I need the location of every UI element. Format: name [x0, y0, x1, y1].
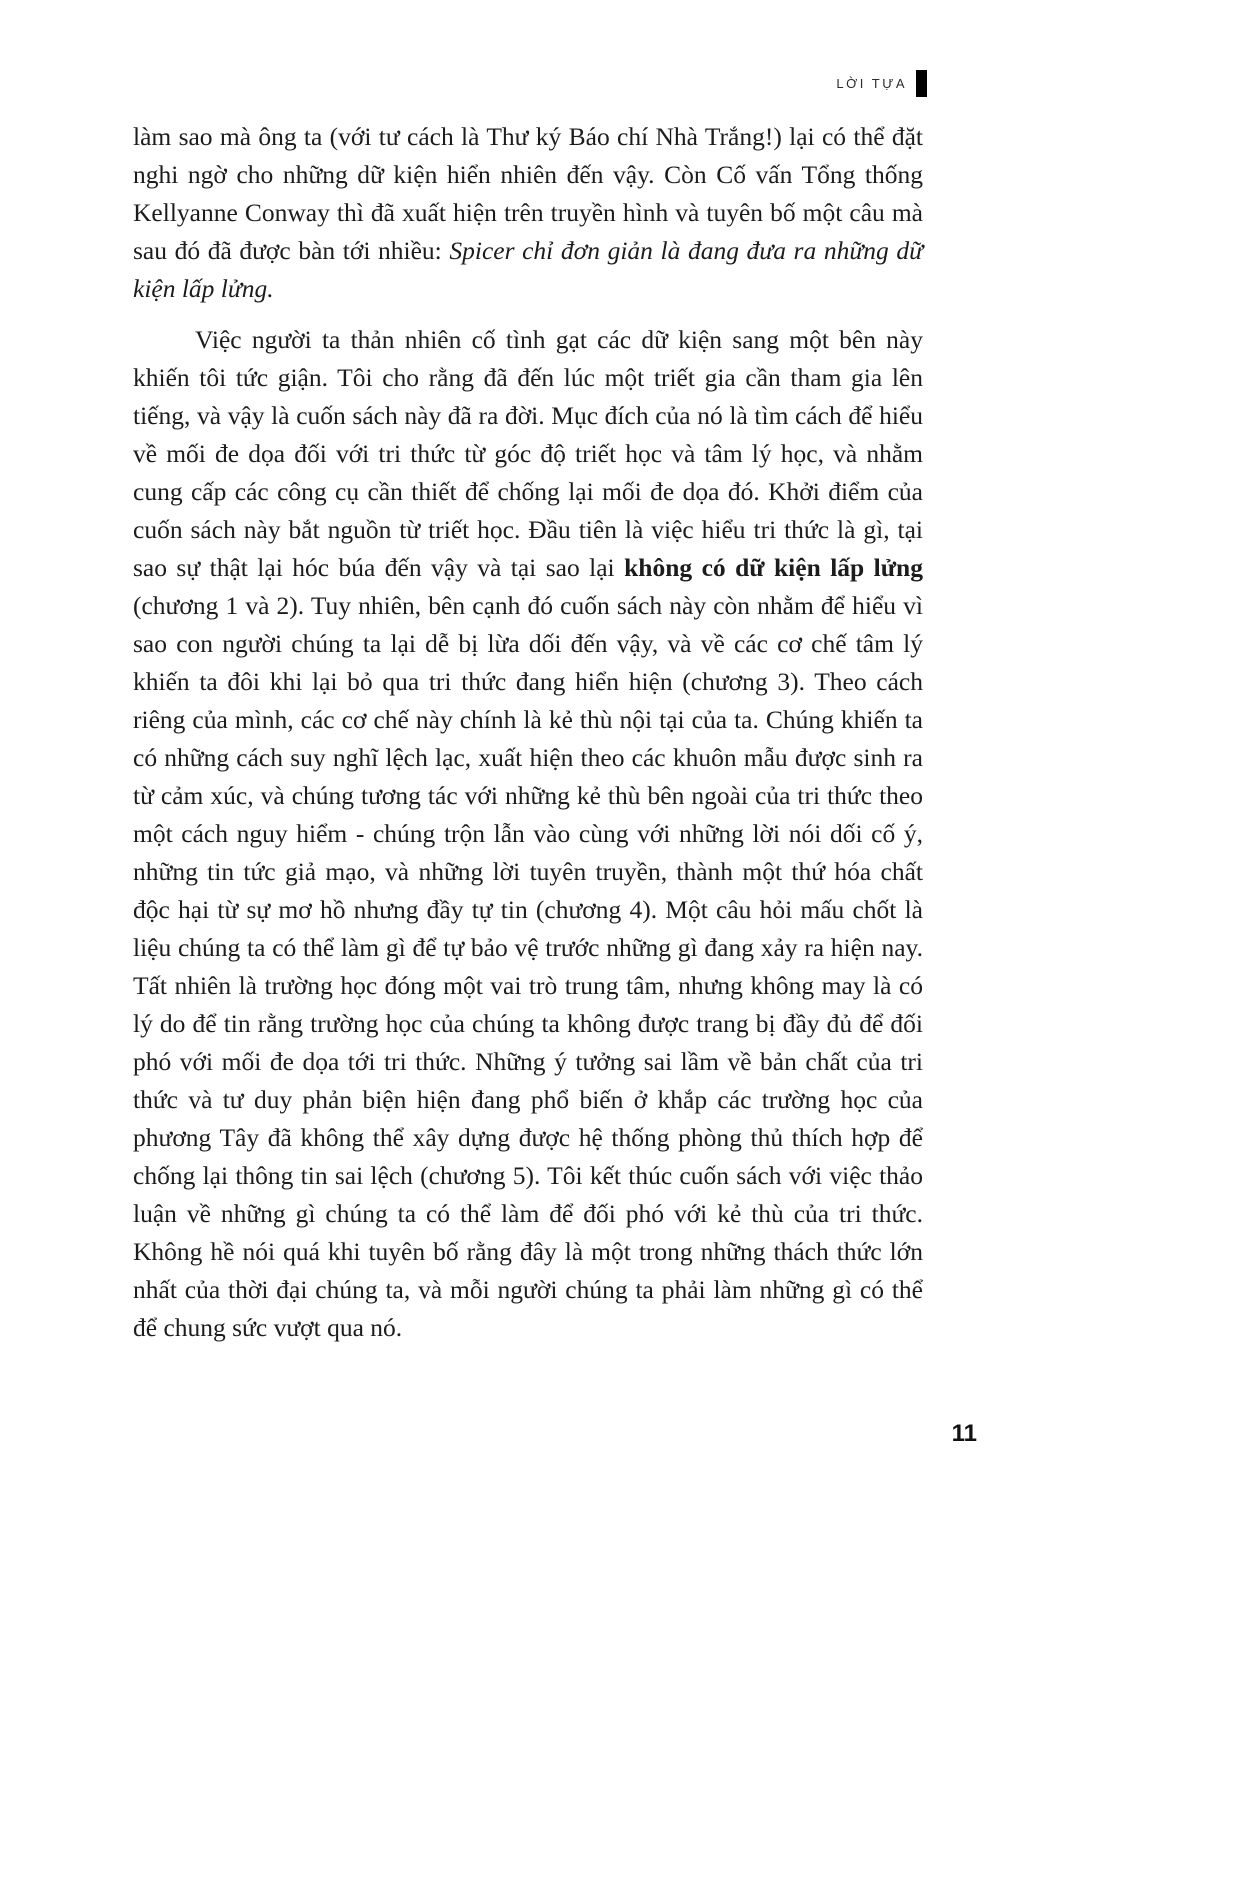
paragraph-main	[133, 321, 923, 1347]
italic-run: Spicer chỉ đơn giản là đang đưa ra những dữ kiện lấp lửng.	[133, 236, 923, 303]
paragraph-continuation	[133, 118, 923, 308]
running-head-title: LỜI TỰA	[836, 76, 907, 91]
text-run: (chương 1 và 2). Tuy nhiên, bên cạnh đó cuốn sách này còn nhằm để hiểu vì sao con người chúng ta lại dễ bị lừa dối đến vậy, và về các cơ chế tâm lý khiến ta đôi khi lại bỏ qua tri thức đang hiển hiện (chương 3). Theo cách riêng của mình, các cơ chế này chính là kẻ thù nội tại của ta. Chúng khiến ta có những cách suy nghĩ lệch lạc, xuất hiện theo các khuôn mẫu được sinh ra từ cảm xúc, và chúng tương tác với những kẻ thù bên ngoài của tri thức theo một cách nguy hiểm - chúng trộn lẫn vào cùng với những lời nói dối cố ý, những tin tức giả mạo, và những lời tuyên truyền, thành một thứ hóa chất độc hại từ sự mơ hồ nhưng đầy tự tin (chương 4). Một câu hỏi mấu chốt là liệu chúng ta có thể làm gì để tự bảo vệ trước những gì đang xảy ra hiện nay. Tất nhiên là trường học đóng một vai trò trung tâm, nhưng không may là có lý do để tin rằng trường học của chúng ta không được trang bị đầy đủ để đối phó với mối đe dọa tới tri thức. Những ý tưởng sai lầm về bản chất của tri thức và tư duy phản biện hiện đang phổ biến ở khắp các trường học của phương Tây đã không thể xây dựng được hệ thống phòng thủ thích hợp để chống lại thông tin sai lệch (chương 5). Tôi kết thúc cuốn sách với việc thảo luận về những gì chúng ta có thể làm để đối phó với kẻ thù của tri thức. Không hề nói quá khi tuyên bố rằng đây là một trong những thách thức lớn nhất của thời đại chúng ta, và mỗi người chúng ta phải làm những gì có thể để chung sức vượt qua nó.	[133, 591, 923, 1342]
bold-run: không có dữ kiện lấp lửng	[624, 553, 923, 582]
page-body	[133, 118, 923, 1347]
page-number: 11	[951, 1420, 977, 1447]
header-bar-ornament	[916, 70, 927, 97]
running-head	[836, 70, 927, 97]
text-run: làm sao mà ông ta (với tư cách là Thư ký Báo chí Nhà Trắng!) lại có thể đặt nghi ngờ cho những dữ kiện hiển nhiên đến vậy. Còn Cố vấn Tổng thống Kellyanne Conway thì đã xuất hiện trên truyền hình và tuyên bố một câu mà sau đó đã được bàn tới nhiều:	[133, 122, 923, 265]
text-run: Việc người ta thản nhiên cố tình gạt các dữ kiện sang một bên này khiến tôi tức giận. Tôi cho rằng đã đến lúc một triết gia cần tham gia lên tiếng, và vậy là cuốn sách này đã ra đời. Mục đích của nó là tìm cách để hiểu về mối đe dọa đối với tri thức từ góc độ triết học và tâm lý học, và nhằm cung cấp các công cụ cần thiết để chống lại mối đe dọa đó. Khởi điểm của cuốn sách này bắt nguồn từ triết học. Đầu tiên là việc hiểu tri thức là gì, tại sao sự thật lại hóc búa đến vậy và tại sao lại	[133, 325, 923, 582]
